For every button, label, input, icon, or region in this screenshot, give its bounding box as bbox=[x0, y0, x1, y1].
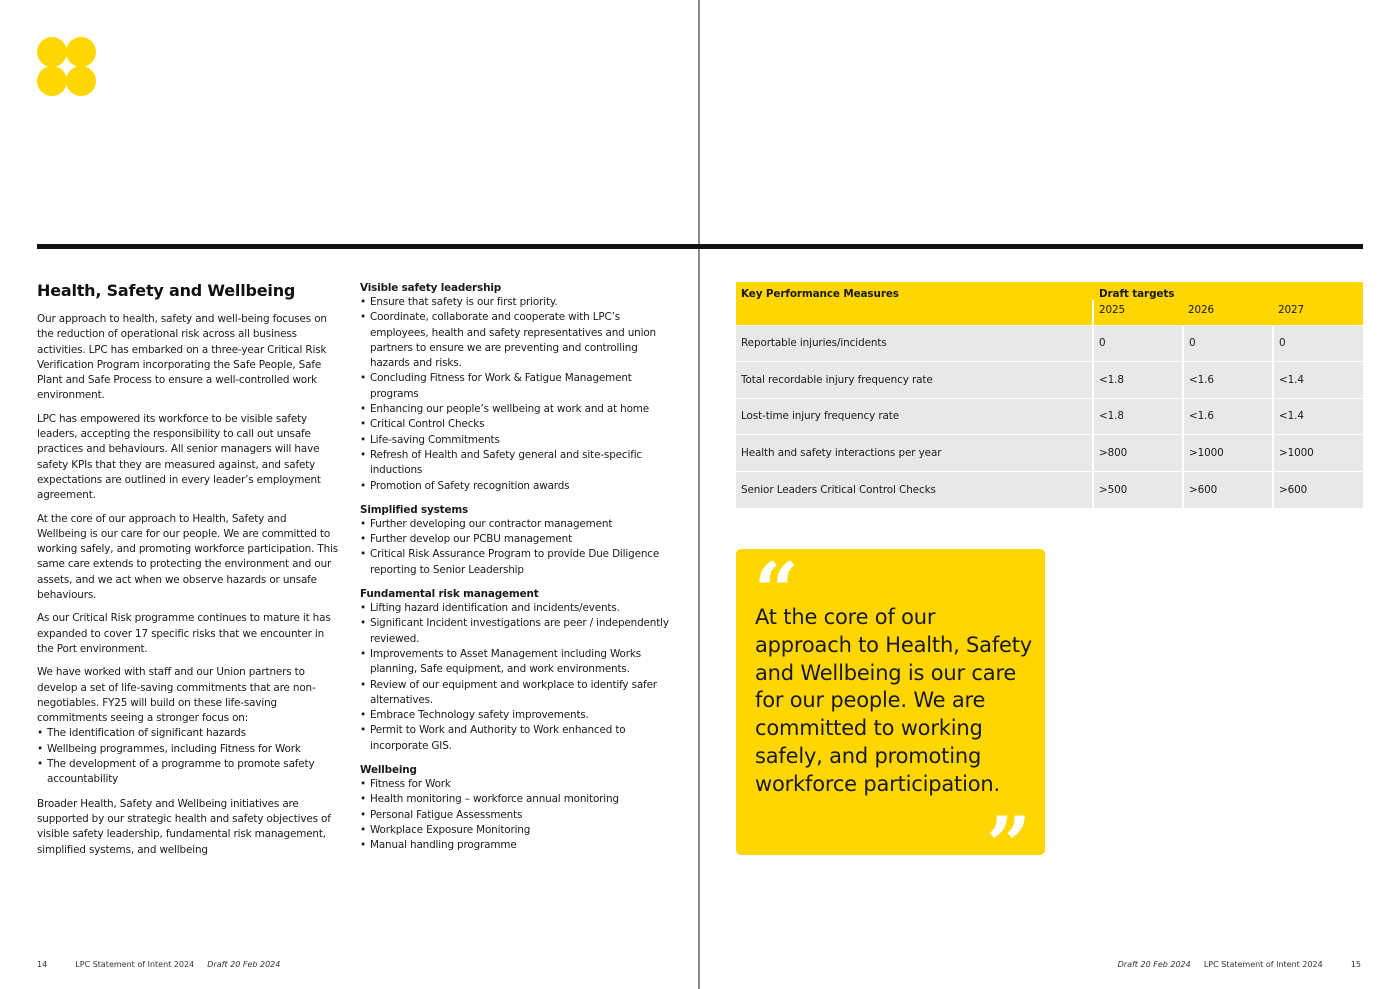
kpi-value: >600 bbox=[1183, 471, 1273, 508]
list-item: • Fitness for Work bbox=[360, 777, 678, 792]
list-item: • Enhancing our people’s wellbeing at work and at home bbox=[360, 402, 678, 417]
list-item: • Further developing our contractor management bbox=[360, 517, 678, 532]
kpi-table bbox=[736, 282, 1363, 508]
list-item: • The development of a programme to promote safety accountability bbox=[37, 757, 339, 788]
kpi-year: 2027 bbox=[1273, 300, 1363, 325]
list-item: • Refresh of Health and Safety general and site-specific inductions bbox=[360, 448, 678, 479]
draft-label: Draft 20 Feb 2024 bbox=[207, 960, 281, 969]
list-item: • Improvements to Asset Management including Works planning, Safe equipment, and work environments. bbox=[360, 647, 678, 678]
list-item: • Permit to Work and Authority to Work enhanced to incorporate GIS. bbox=[360, 723, 678, 754]
header-rule bbox=[37, 244, 1363, 249]
list-item: • Manual handling programme bbox=[360, 838, 678, 853]
kpi-header-measure: Key Performance Measures bbox=[736, 282, 1093, 325]
section-heading: Wellbeing bbox=[360, 764, 417, 777]
list-item: • Significant Incident investigations are peer / independently reviewed. bbox=[360, 616, 678, 647]
section-heading: Simplified systems bbox=[360, 503, 469, 516]
focus-list bbox=[37, 726, 339, 787]
kpi-value: <1.6 bbox=[1183, 362, 1273, 399]
paragraph: As our Critical Risk programme continues to mature it has expanded to cover 17 specific risks that we encounter in the Port environment. bbox=[37, 612, 331, 655]
list-item: • Lifting hazard identification and incidents/events. bbox=[360, 601, 678, 616]
kpi-value: 0 bbox=[1093, 325, 1183, 362]
page-title: Health, Safety and Wellbeing bbox=[37, 281, 296, 300]
table-row bbox=[736, 325, 1363, 362]
table-row bbox=[736, 362, 1363, 399]
logo-dot bbox=[66, 37, 96, 67]
paragraph: LPC has empowered its workforce to be visible safety leaders, accepting the responsibility to call out unsafe practices and behaviours. All senior managers will have safety KPIs that they are measured against, and safety expectations are outlined in every leader’s employment agreement. bbox=[37, 412, 321, 502]
logo-dot bbox=[37, 37, 67, 67]
list-item: • Wellbeing programmes, including Fitness for Work bbox=[37, 742, 339, 757]
kpi-measure: Total recordable injury frequency rate bbox=[736, 362, 1093, 399]
kpi-value: >800 bbox=[1093, 435, 1183, 472]
paragraph: Our approach to health, safety and well-being focuses on the reduction of operational risk across all business activities. LPC has embarked on a three-year Critical Risk Verification Program incorporating the Safe People, Safe Plant and Safe Process to ensure a well-controlled work environment. bbox=[37, 313, 327, 402]
section-heading: Visible safety leadership bbox=[360, 282, 502, 294]
list-item: • Critical Control Checks bbox=[360, 417, 678, 432]
document-title: LPC Statement of Intent 2024 bbox=[1203, 960, 1323, 969]
list-item: • The identification of significant hazards bbox=[37, 726, 339, 741]
footer-left bbox=[37, 960, 280, 969]
kpi-header-targets: Draft targets bbox=[1093, 282, 1363, 300]
logo-dot bbox=[66, 66, 96, 96]
page-number: 14 bbox=[37, 960, 48, 969]
paragraph: We have worked with staff and our Union partners to develop a set of life-saving commitments that are non-negotiables. FY25 will build on these life-saving commitments seeing a stronger focus on: bbox=[37, 666, 316, 725]
list-item: • Review of our equipment and workplace to identify safer alternatives. bbox=[360, 678, 678, 709]
list-item: • Critical Risk Assurance Program to provide Due Diligence reporting to Senior Leadership bbox=[360, 547, 678, 578]
kpi-value: <1.8 bbox=[1093, 398, 1183, 435]
table-row bbox=[736, 435, 1363, 472]
list-item: • Workplace Exposure Monitoring bbox=[360, 823, 678, 838]
kpi-measure: Lost-time injury frequency rate bbox=[736, 398, 1093, 435]
paragraph: At the core of our approach to Health, Safety and Wellbeing is our care for our people. We are committed to working safely, and promoting workforce participation. This same care extends to protecting the environment and our assets, and we act when we observe hazards or unsafe behaviours. bbox=[37, 512, 339, 602]
kpi-measure: Reportable injuries/incidents bbox=[736, 325, 1093, 362]
close-quote-icon: ” bbox=[986, 800, 1031, 891]
footer-right bbox=[1118, 960, 1361, 969]
pull-quote bbox=[736, 546, 1045, 891]
pull-quote-text: At the core of our approach to Health, Safety and Wellbeing is our care for our people. We are committed to working safely, and promoting workforce participation. bbox=[755, 605, 1032, 796]
list-item: • Health monitoring – workforce annual monitoring bbox=[360, 792, 678, 807]
kpi-measure: Health and safety interactions per year bbox=[736, 435, 1093, 472]
kpi-value: <1.6 bbox=[1183, 398, 1273, 435]
kpi-value: >1000 bbox=[1273, 435, 1363, 472]
list-item: • Embrace Technology safety improvements. bbox=[360, 708, 678, 723]
kpi-value: >500 bbox=[1093, 471, 1183, 508]
kpi-value: >600 bbox=[1273, 471, 1363, 508]
list-item: • Personal Fatigue Assessments bbox=[360, 808, 678, 823]
kpi-value: >1000 bbox=[1183, 435, 1273, 472]
kpi-value: <1.8 bbox=[1093, 362, 1183, 399]
kpi-year: 2026 bbox=[1183, 300, 1273, 325]
list-item: • Concluding Fitness for Work & Fatigue Management programs bbox=[360, 371, 678, 402]
closing-paragraph: Broader Health, Safety and Wellbeing initiatives are supported by our strategic health and safety objectives of visible safety leadership, fundamental risk management, simplified systems, and wellbeing bbox=[37, 797, 331, 856]
kpi-measure: Senior Leaders Critical Control Checks bbox=[736, 471, 1093, 508]
objectives-column bbox=[360, 281, 678, 863]
table-row bbox=[736, 471, 1363, 508]
list-item: • Further develop our PCBU management bbox=[360, 532, 678, 547]
list-item: • Promotion of Safety recognition awards bbox=[360, 479, 678, 494]
table-row bbox=[736, 398, 1363, 435]
company-logo bbox=[37, 37, 97, 97]
intro-column bbox=[37, 281, 339, 866]
section-list bbox=[360, 601, 678, 754]
page-spine-divider bbox=[698, 0, 700, 989]
kpi-value: 0 bbox=[1273, 325, 1363, 362]
list-item: • Ensure that safety is our first priority. bbox=[360, 295, 678, 310]
kpi-value: <1.4 bbox=[1273, 362, 1363, 399]
section-list bbox=[360, 777, 678, 853]
open-quote-icon: “ bbox=[754, 546, 799, 637]
kpi-value: 0 bbox=[1183, 325, 1273, 362]
section-heading: Fundamental risk management bbox=[360, 588, 539, 601]
document-title: LPC Statement of Intent 2024 bbox=[75, 960, 195, 969]
list-item: • Coordinate, collaborate and cooperate with LPC’s employees, health and safety representatives and union partners to ensure we are preventing and controlling hazards and risks. bbox=[360, 310, 678, 371]
list-item: • Life-saving Commitments bbox=[360, 433, 678, 448]
draft-label: Draft 20 Feb 2024 bbox=[1117, 960, 1191, 969]
kpi-value: <1.4 bbox=[1273, 398, 1363, 435]
logo-dot bbox=[37, 66, 67, 96]
section-list bbox=[360, 517, 678, 578]
page-number: 15 bbox=[1350, 960, 1361, 969]
kpi-year: 2025 bbox=[1093, 300, 1183, 325]
section-list bbox=[360, 295, 678, 494]
